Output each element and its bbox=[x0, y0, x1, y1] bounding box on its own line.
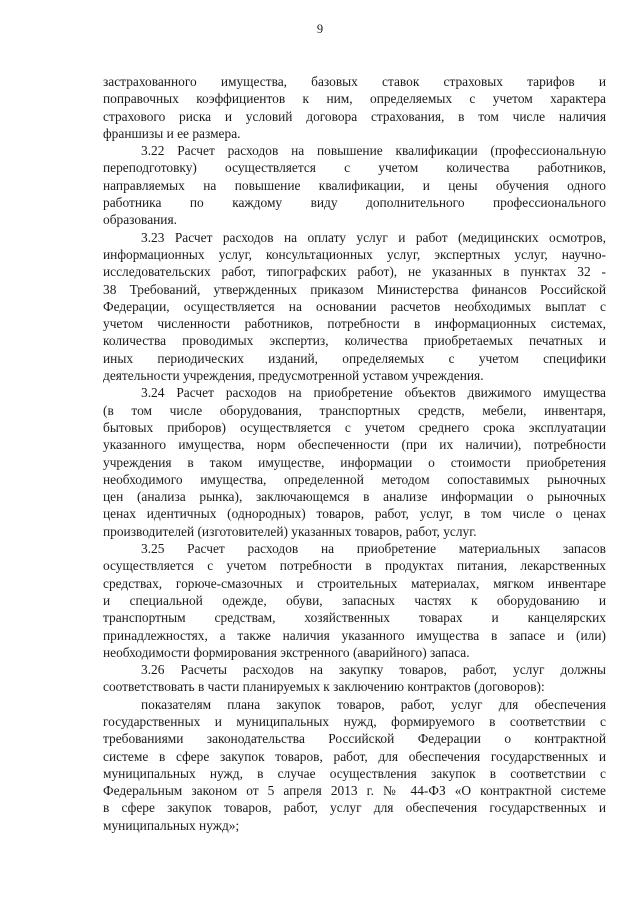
text-line: работника по каждому виду дополнительного профессионального bbox=[103, 195, 606, 211]
text-line: образования. bbox=[103, 212, 177, 228]
text-line: системе в сфере закупок товаров, работ, для обеспечения государственных и bbox=[103, 748, 606, 764]
text-line: указанного имущества, норм обеспеченности (при их наличии), потребности bbox=[103, 437, 606, 453]
text-line: транспортным средствам, хозяйственных товарах и канцелярских bbox=[103, 610, 606, 626]
text-line: 3.26 Расчеты расходов на закупку товаров, работ, услуг должны bbox=[141, 662, 606, 678]
text-line: в сфере закупок товаров, работ, услуг для обеспечения государственных и bbox=[103, 800, 606, 816]
text-line: информационных услуг, консультационных услуг, экспертных услуг, научно- bbox=[103, 246, 606, 262]
text-line: учетом численности работников, потребности в информационных системах, bbox=[103, 316, 606, 332]
page-number: 9 bbox=[316, 22, 324, 36]
document-body bbox=[103, 73, 606, 834]
text-line: франшизы и ее размера. bbox=[103, 125, 241, 141]
text-line: 3.22 Расчет расходов на повышение квалификации (профессиональную bbox=[141, 143, 606, 159]
text-line: муниципальных нужд»; bbox=[103, 817, 240, 833]
text-line: количества проводимых экспертиз, количества приобретаемых печатных и bbox=[103, 333, 606, 349]
text-line: необходимости формирования экстренного (аварийного) запаса. bbox=[103, 644, 470, 660]
text-line: соответствовать в части планируемых к заключению контрактов (договоров): bbox=[103, 679, 545, 695]
text-line: и специальной одежде, обуви, запасных частях к оборудованию и bbox=[103, 592, 606, 608]
text-line: 3.25 Расчет расходов на приобретение материальных запасов bbox=[141, 541, 606, 557]
text-line: Федеральным законом от 5 апреля 2013 г. № 44-ФЗ «О контрактной системе bbox=[103, 783, 606, 799]
text-line: 3.24 Расчет расходов на приобретение объектов движимого имущества bbox=[141, 385, 606, 401]
paragraph-p3-22 bbox=[103, 142, 606, 228]
text-line: переподготовку) осуществляется с учетом количества работников, bbox=[103, 160, 606, 176]
text-line: застрахованного имущества, базовых ставок страховых тарифов и bbox=[103, 74, 606, 89]
text-line: производителей (изготовителей) указанных товаров, работ, услуг. bbox=[103, 523, 477, 539]
paragraph-p3-26 bbox=[103, 661, 606, 696]
text-line: бытовых приборов) осуществляется с учетом среднего срока эксплуатации bbox=[103, 419, 606, 435]
text-line: 3.23 Расчет расходов на оплату услуг и работ (медицинских осмотров, bbox=[141, 229, 606, 245]
text-line: поправочных коэффициентов к ним, определяемых с учетом характера bbox=[103, 91, 606, 107]
text-line: ценах идентичных (однородных) товаров, работ, услуг, в том числе о ценах bbox=[103, 506, 606, 522]
text-line: деятельности учреждения, предусмотренной уставом учреждения. bbox=[103, 368, 484, 384]
text-line: учреждения в таком имуществе, информации о стоимости приобретения bbox=[103, 454, 606, 470]
text-line: показателям плана закупок товаров, работ, услуг для обеспечения bbox=[141, 696, 606, 712]
text-line: осуществляется с учетом потребности в продуктах питания, лекарственных bbox=[103, 558, 606, 574]
paragraph-p3-26-a bbox=[103, 696, 606, 834]
text-line: муниципальных нужд, в случае осуществления закупок в соответствии с bbox=[103, 765, 606, 781]
text-line: цен (анализа рынка), заключающемся в анализе информации о рыночных bbox=[103, 489, 606, 505]
text-line: 38 Требований, утвержденных приказом Министерства финансов Российской bbox=[103, 281, 606, 297]
text-line: (в том числе оборудования, транспортных средств, мебели, инвентаря, bbox=[103, 402, 606, 418]
text-line: государственных и муниципальных нужд, формируемого в соответствии с bbox=[103, 713, 606, 729]
text-line: иных периодических изданий, определяемых с учетом специфики bbox=[103, 350, 606, 366]
text-line: исследовательских работ, типографских работ), не указанных в пунктах 32 - bbox=[103, 264, 606, 280]
paragraph-p3-24 bbox=[103, 384, 606, 540]
text-line: направляемых на повышение квалификации, и цены обучения одного bbox=[103, 177, 606, 193]
text-line: страхового риска и условий договора страхования, в том числе наличия bbox=[103, 108, 606, 124]
text-line: необходимого имущества, определенной методом сопоставимых рыночных bbox=[103, 471, 606, 487]
paragraph-cont bbox=[103, 73, 606, 142]
text-line: Федерации, осуществляется на основании расчетов необходимых выплат с bbox=[103, 298, 606, 314]
text-line: средствах, горюче-смазочных и строительных материалах, мягком инвентаре bbox=[103, 575, 606, 591]
paragraph-p3-23 bbox=[103, 229, 606, 385]
paragraph-p3-25 bbox=[103, 540, 606, 661]
text-line: принадлежностях, а также наличия указанного имущества в запасе и (или) bbox=[103, 627, 606, 643]
text-line: требованиями законодательства Российской Федерации о контрактной bbox=[103, 731, 606, 747]
